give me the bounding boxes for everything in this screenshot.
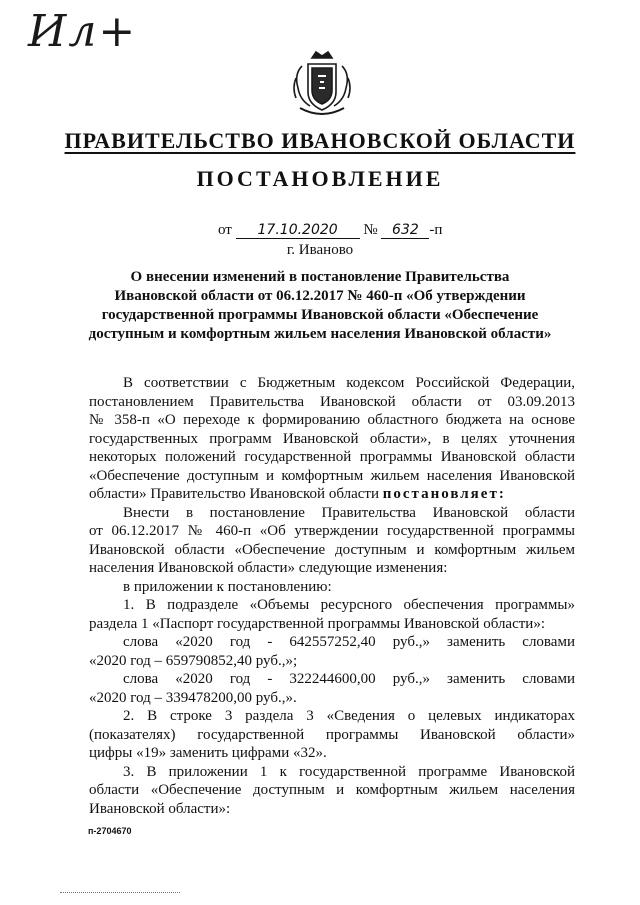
text-line: некоторых положений государственной программы Ивановской области bbox=[89, 449, 575, 465]
decree-body bbox=[89, 374, 575, 818]
city: г. Иваново bbox=[286, 242, 354, 258]
handwritten-number: 632 bbox=[381, 222, 429, 239]
text-line: слова «2020 год - 322244600,00 руб.,» заменить словами bbox=[123, 671, 575, 687]
number-suffix: -п bbox=[429, 222, 443, 238]
text-line bbox=[89, 485, 575, 504]
text-line: 2. В строке 3 раздела 3 «Сведения о целевых индикаторах bbox=[123, 708, 575, 724]
paragraph-item-3 bbox=[89, 763, 575, 819]
text-line: Ивановской области «Обеспечение доступным и комфортным жильем bbox=[89, 541, 575, 558]
text-line: раздела 1 «Паспорт государственной программы Ивановской области»: bbox=[89, 615, 545, 632]
paragraph-words-2 bbox=[89, 670, 575, 707]
subject-line: государственной программы Ивановской области «Обеспечение bbox=[101, 307, 539, 323]
paragraph-item-2 bbox=[89, 707, 575, 763]
text-line: Ивановской области»: bbox=[89, 800, 231, 817]
paragraph-preamble bbox=[89, 374, 575, 504]
text-line: слова «2020 год - 642557252,40 руб.,» заменить словами bbox=[123, 634, 575, 650]
handwritten-mark: Ил+ bbox=[28, 6, 138, 57]
document-code: п-2704670 bbox=[88, 826, 132, 836]
text-line: области «Обеспечение доступным и комфортным жильем населения bbox=[89, 782, 575, 798]
government-title: ПРАВИТЕЛЬСТВО ИВАНОВСКОЙ ОБЛАСТИ bbox=[64, 128, 576, 153]
coat-of-arms-emblem bbox=[290, 48, 354, 120]
text-line: «Обеспечение доступным и комфортным жильем населения Ивановской bbox=[89, 467, 575, 484]
text-line: В соответствии с Бюджетным кодексом Российской Федерации, bbox=[123, 375, 575, 391]
text-line: 3. В приложении 1 к государственной программе Ивановской bbox=[123, 763, 575, 780]
date-prefix: от bbox=[218, 222, 232, 238]
text-line: населения Ивановской области» следующие изменения: bbox=[89, 560, 448, 576]
text-line: 1. В подразделе «Объемы ресурсного обеспечения программы» bbox=[123, 597, 575, 613]
text-line: государственных программ Ивановской области», в целях уточнения bbox=[89, 430, 575, 447]
text-line: № 358-п «О переходе к формированию областного бюджета на основе bbox=[89, 412, 575, 428]
date-number-line bbox=[218, 222, 442, 239]
text-line: от 06.12.2017 № 460-п «Об утверждении государственной программы bbox=[89, 523, 575, 539]
paragraph-appendix bbox=[89, 578, 575, 597]
subject-line: доступным и комфортным жильем населения Ивановской области» bbox=[88, 326, 552, 342]
scan-artifact bbox=[60, 892, 180, 895]
document-type: ПОСТАНОВЛЕНИЕ bbox=[196, 166, 444, 191]
paragraph-words-1 bbox=[89, 633, 575, 670]
text-fragment: области» Правительство Ивановской области bbox=[89, 486, 379, 502]
text-line: постановлением Правительства Ивановской области от 03.09.2013 bbox=[89, 393, 575, 410]
paragraph-item-1 bbox=[89, 596, 575, 633]
handwritten-date: 17.10.2020 bbox=[236, 222, 360, 239]
subject-line: Ивановской области от 06.12.2017 № 460-п «Об утверждении bbox=[114, 288, 526, 304]
resolves-word: постановляет: bbox=[382, 486, 506, 502]
paragraph-amend bbox=[89, 504, 575, 578]
text-line: Внести в постановление Правительства Ивановской области bbox=[123, 504, 575, 521]
text-line: «2020 год – 339478200,00 руб.,». bbox=[89, 689, 297, 706]
decree-subject bbox=[80, 268, 560, 344]
number-sign: № bbox=[363, 222, 378, 238]
text-line: «2020 год – 659790852,40 руб.,»; bbox=[89, 652, 298, 669]
text-line: (показателях) государственной программы Ивановской области» bbox=[89, 726, 575, 743]
text-line: в приложении к постановлению: bbox=[123, 578, 332, 595]
text-line: цифры «19» заменить цифрами «32». bbox=[89, 745, 327, 761]
subject-line: О внесении изменений в постановление Правительства bbox=[130, 269, 510, 285]
